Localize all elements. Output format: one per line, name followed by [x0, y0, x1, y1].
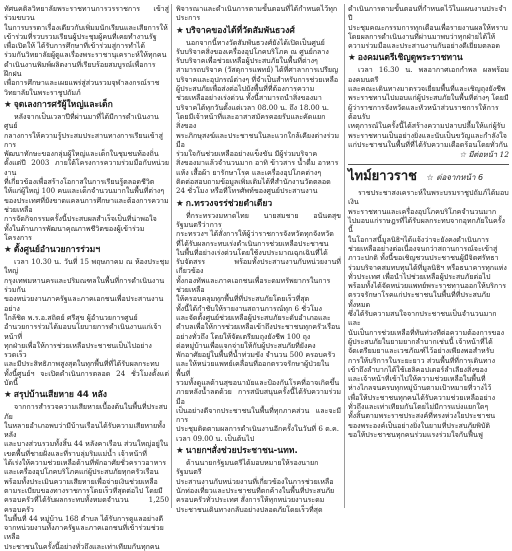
text-line: ด้านนายกรัฐมนตรีได้มอบหมายให้รองนายกรัฐมนตรี [176, 458, 319, 477]
text-line: พระภิกษุสงฆ์และประชาชนในละแวกใกล้เคียงต่างร่วมมือ [176, 130, 340, 149]
text-line: ร่วมกันวิทยาลัยผู้ดูแลเรื่องพระราชานุเคราะห์ให้ทุกคน [4, 50, 167, 60]
star-bullet-icon: ★ [176, 25, 184, 36]
text-line: ในพื้นที่อย่างเร่งด่วนโดยใช้งบประมาณฉุกเฉินที่ได้ [176, 247, 328, 257]
article-body [348, 188, 509, 439]
text-line: จากการสำรวจความเสียหายเบื้องต้นในพื้นที่ประสบภัย [4, 402, 168, 421]
text-line: ครอบครัวที่ได้รับผลกระทบทั้งหมดจำนวน 1,250 ครอบครัว [4, 495, 169, 514]
section-heading: ★ นายกฯสั่งช่วยประชาชน-นทท. [176, 446, 298, 457]
section-body [4, 257, 169, 387]
text-line: ไปมอบแก่ราษฎรที่ได้รับผลกระทบจากอุทกภัยในครั้งนี้ [348, 216, 506, 235]
text-line: รับจัดสรร พร้อมทั้งประสานงานกับหน่วยงานที่เกี่ยวข้อง [176, 257, 341, 276]
text-line: นอกจากนี้ทางวัดสัมพันธวงศ์ยังได้เปิดเป็นศูนย์ [186, 37, 325, 47]
text-line: โดยมีเจ้าหน้าที่และอาสาสมัครคอยรับและคัดแยกสิ่งของ [176, 111, 326, 131]
text-line: อำนวยการร่วมได้มอบนโยบายการดำเนินงานแก่เจ้าหน้าที่ [4, 322, 162, 341]
text-line: พระราชทานไปมอบแก่ผู้ประสบภัยในพื้นที่ต่างๆ โดยมี [348, 93, 509, 103]
continued-note: ☆ มีต่อหน้า 12 [459, 150, 509, 160]
text-line: อย่างทั่วถึง โดยให้จัดเตรียมถุงยังชีพ 100 ถุง [176, 331, 311, 341]
text-line: เขตพื้นที่ชายฝั่งและที่ราบลุ่มริมแม่น้ำ เจ้าหน้าที่ [4, 448, 147, 458]
text-line: ช่วยเหลืออย่างต่อเนื่องจนกว่าสถานการณ์จะเข้าสู่ [348, 243, 498, 253]
text-line: ให้แก่ผู้ใหญ่ 100 คนและเด็กจำนวนมากในพื้นที่ต่างๆ [4, 186, 165, 196]
text-line: ทั้งนี้ได้กำชับให้รายงานสถานการณ์ทุก 6 ชั่วโมง [176, 303, 323, 313]
text-line: ประชุมติดตามผลการดำเนินงานอีกครั้งในวันที่ 6 ต.ค. [176, 424, 339, 434]
text-line: พัฒนาทักษะของกลุ่มผู้ใหญ่และเด็กในชุมชนท้องถิ่น [4, 149, 159, 159]
star-outline-icon: ☆ [426, 173, 434, 183]
text-line: เข้าร่วมที่รวบรวมเรียนผู้ประชุมผู้คนที่เคยทำงานรัฐ [4, 31, 157, 41]
star-bullet-icon: ★ [4, 390, 12, 401]
text-line: พร้อมทั้งประเมินความเสียหายเพื่อจ่ายเงินช่วยเหลือ [4, 476, 158, 486]
text-line: พักอาศัยอยู่ในพื้นที่น้ำท่วมขัง จำนวน 500 ครอบครัว [176, 350, 336, 360]
text-line: โดยผลการดำเนินงานที่ผ่านมาพบว่าทุกฝ่ายได้ให้ [348, 31, 496, 41]
text-line: การจัดกิจกรรมครั้งนี้ประสบผลสำเร็จเป็นที่น่าพอใจ [4, 214, 157, 224]
text-line: เป็นอย่างดีจากประชาชนในพื้นที่ทุกภาคส่วน และจะมีการ [176, 405, 341, 425]
section-body [348, 65, 509, 149]
section-body [176, 38, 341, 196]
text-line: ตรวจรักษาโรคแก่ประชาชนในพื้นที่ที่ประสบภัยทั้งหมด [348, 290, 491, 309]
intro-paragraph [4, 4, 169, 97]
text-line: ประชุมคณะกรรมการทุกเดือนเพื่อรายงานผลให้ทราบ [348, 22, 508, 32]
text-line: ช่วยเหลืออย่างเร่งด่วน ทั้งนี้สามารถนำสิ่งของมา [176, 93, 322, 103]
text-line: ทัศนคติลวิทยาลัยพระราชทานการวรราชการ เข้าสู่ร่วมขบวน [4, 4, 169, 23]
text-line: ผู้ประสบภัยเพื่อส่งต่อไปยังพื้นที่ที่ต้องการความ [176, 84, 315, 94]
intro-paragraph [176, 4, 341, 23]
text-line: และเครื่องอุปโภคบริโภคแก่ผู้ประสบภัยทุกครัวเรือน [4, 467, 159, 477]
text-line: ที่เกี่ยวข้องเพื่อสร้างโอกาสในการเรียนรู้ตลอดชีวิต [4, 177, 155, 187]
text-line: หลังจากเป็นเวลาปีที่ผ่านมาที่ได้มีการดำเนินงานศูนย์ [4, 111, 159, 131]
text-line: ใกล้ชิด พ.ร.อ.สถิตย์ ศรีสุข ผู้อำนวยการศูนย์ [4, 312, 138, 322]
text-line: ภายหลังน้ำลดด้วย การสนับสนุนครั้งนี้ได้รับความร่วมมือ [176, 387, 341, 406]
text-line: ประชาชนเดินทางกลับอย่างปลอดภัยโดยเร็วที่สุด [176, 504, 323, 514]
column-middle [176, 4, 341, 514]
text-line: แก่ประชาชนในพื้นที่ที่ได้รับความเดือดร้อนโดยทั่วกัน [348, 139, 508, 149]
text-line: และมีประสิทธิภาพสูงสุดในทุกพื้นที่ที่ได้รับผลกระทบ [4, 359, 160, 369]
text-line: นักท่องเที่ยวและประชาชนที่ตกค้างในพื้นที่ประสบภัย [176, 485, 335, 495]
text-line: ทั้งนี้ศูนย์ฯ จะเปิดดำเนินการตลอด 24 ชั่วโมงตั้งแต่บัดนี้ [4, 368, 169, 387]
text-line: ทั่วถึงและเท่าเทียมกันโดยไม่มีการแบ่งแยกใดๆ [348, 401, 489, 411]
text-line: และให้หน่วยแพทย์เคลื่อนที่ออกตรวจรักษาผู้ป่วยในพื้นที่ [176, 359, 330, 378]
text-line: เวลา 09.00 น. เป็นต้นไป [176, 433, 255, 443]
text-line: เพื่อให้ประชาชนทุกคนได้รับความช่วยเหลืออย่าง [348, 392, 496, 402]
text-line: พร้อมทั้งได้จัดหน่วยแพทย์พระราชทานออกให้บริการ [348, 281, 507, 291]
text-line: รวมทั้งดูแลด้านสุขอนามัยและป้องกันโรคที่อาจเกิดขึ้น [176, 377, 340, 387]
text-line: กรุงเทพมหานครและปริมณฑลในพื้นที่การดำเนินงานร่วมกัน [4, 275, 165, 295]
text-line: บริจาคได้ทุกวันตั้งแต่เวลา 08.00 น. ถึง 18.00 น. [176, 102, 330, 112]
star-bullet-icon: ★ [176, 446, 184, 457]
section-divider [348, 164, 509, 165]
text-line: ของประเทศที่ยังขาดแคลนการศึกษาและต้องการความช่วยเหลือ [4, 195, 169, 214]
text-line: ในการบรรดาเรื่องเดียวกับเพิ่มมนักเรียนและเสียการให้ [4, 22, 168, 32]
article-headline: ไทม์ยาวราช ☆ ต่อจากหน้า 6 [348, 169, 484, 185]
text-line: ทั้งกองทัพและภาคเอกชนเพื่อระดมทรัพยากรในการช่วยเหลือ [176, 275, 331, 295]
text-line: ห่างไกลจนครบทุกหมู่บ้านตามเป้าหมายที่วางไว้ [348, 383, 492, 393]
text-line: ร่วมบริจาคสมทบทุนได้ที่มูลนิธิฯ หรือธนาคารทุกแห่ง [348, 262, 507, 272]
star-bullet-icon: ★ [176, 198, 184, 209]
text-line: ดำเนินงานพิมพ์ผลิตงานที่เรียบร้อยสมบูรณ์เพื่อการฝึกฝน [4, 59, 156, 79]
text-line: จัดเตรียมยาและเวชภัณฑ์ไว้อย่างเพียงพอสำหรับ [348, 346, 495, 356]
intro-paragraph [348, 4, 509, 50]
text-line: และคณะเดินทางมาตรวจเยี่ยมพื้นที่และเชิญถุงยังชีพ [348, 84, 506, 94]
continued-from-note: ☆ ต่อจากหน้า 6 [426, 173, 484, 183]
text-line: ประสานงานกับหน่วยงานที่เกี่ยวข้องในการช่วยเหลือ [176, 476, 334, 486]
text-line: เพื่อการศึกษาและเผยแพร่สู่ส่วนรวมจุฬาลงกรณ์ราชวิทยาลัยในพระราชูปถัมภ์ [4, 78, 160, 97]
column-right [348, 4, 509, 510]
text-line: รับบริจาคสิ่งของเครื่องอุปโภคบริโภค ณ ศูนย์กลาง [176, 46, 329, 56]
text-line: ที่กระทรวงมหาดไทย นายสมชาย อนันตสุข รัฐมนตรีว่าการ [176, 210, 341, 229]
text-line: ผู้ประสบภัยในยามยากลำบากเช่นนี้ เจ้าหน้าที่ได้ [348, 336, 493, 346]
text-line: ที่ได้รับผลกระทบเร่งดำเนินการช่วยเหลือประชาชน [176, 238, 329, 248]
text-line: ทั่วประเทศ เพื่อนำไปช่วยเหลือผู้ประสบภัยต่อไป [348, 271, 491, 281]
text-line: ซึ่งได้รับความสนใจจากประชาชนเป็นจำนวนมากและ [348, 309, 497, 328]
text-line: ทุกฝ่ายเพื่อให้การช่วยเหลือประชาชนเป็นไปอย่างรวดเร็ว [4, 340, 152, 360]
text-line: ของหน่วยงานภาครัฐและภาคเอกชนเพื่อประสานงานอย่าง [4, 294, 164, 313]
text-line: เหตุการณ์ในครั้งนี้ได้สร้างความปลาบปลื้มให้แก่ผู้รับ [348, 121, 506, 131]
text-line: ต่อหมู่บ้านเพื่อแจกจ่ายให้กับผู้ประสบภัยที่ยังคง [176, 340, 316, 350]
text-line: ผู้ว่าราชการจังหวัดและหัวหน้าส่วนราชการให้การต้อนรับ [348, 102, 499, 121]
text-line: ได้เร่งให้ความช่วยเหลือด้านที่พักอาศัยชั่วคราวอาหาร [4, 458, 167, 468]
star-bullet-icon: ★ [348, 53, 356, 64]
text-line: จากหน่วยงานทั้งภาครัฐและภาคเอกชนที่เข้าร่วมช่วยเหลือ [4, 523, 164, 542]
text-line: ในโอกาสนี้มูลนิธิฯได้แจ้งว่าจะยังคงดำเนินการ [348, 234, 489, 244]
text-line: และบางส่วนรวมทั้งสิ้น 44 หลังคาเรือน ส่วนใหญ่อยู่ใน [4, 439, 169, 449]
text-line: สิ่งของมาแล้วจำนวนมาก อาทิ ข้าวสาร น้ำดื่ม อาหาร [176, 158, 339, 168]
section-body [176, 211, 341, 443]
column-divider [344, 4, 345, 508]
text-line: ทั้งในด้านการพัฒนาคุณภาพชีวิตของผู้เข้าร่วมโครงการ [4, 223, 145, 242]
text-line: นับเป็นการช่วยเหลือที่ทันท่วงทีต่อความต้องการของ [348, 327, 505, 337]
star-bullet-icon: ★ [4, 99, 12, 110]
text-line: การให้บริการในระยะยาว ส่วนพื้นที่ที่การเดินทาง [348, 355, 496, 365]
text-line: เพื่อเปิดให้ ได้รับการศึกษาที่เข้าร่วมสู่การทำได้ [4, 41, 145, 51]
text-line: ราชประชาสงเคราะห์ในพระบรมราชูปถัมภ์ได้มอบเงิน [348, 188, 509, 207]
text-line: บริจาคและอุปกรณ์ต่างๆ ที่จำเป็นสำหรับการช่วยเหลือ [176, 74, 339, 84]
text-line: พระราชทานและเครื่องอุปโภคบริโภคจำนวนมาก [348, 206, 497, 216]
text-line: พิจารณาและดำเนินการตามขั้นตอนที่ได้กำหนดไว้ทุกประการ [176, 4, 338, 23]
text-line: ดำเนินการตามขั้นตอนที่กำหนดไว้ในแผนงานประจำปี [348, 4, 507, 23]
section-heading: ★ บริจาคของได้ที่วัดสัมพันธวงศ์ [176, 25, 295, 36]
text-line: แห้ง เสื้อผ้า ยารักษาโรค และเครื่องอุปโภคต่างๆ [176, 167, 322, 177]
text-line: ให้ครอบคลุมทุกพื้นที่ที่ประสบภัยโดยเร็วที่สุด [176, 294, 310, 304]
text-line: ความร่วมมือและประสานงานกันอย่างดีเยี่ยมตลอด [348, 41, 500, 51]
text-line: เข้าถึงลำบากได้ใช้เฮลิคอปเตอร์ลำเลียงสิ่งของ [348, 364, 488, 374]
section-heading: ★ ตั้งศูนย์อำนวยการร่วมฯ [4, 245, 101, 256]
section-heading: ★ ก.ทรวงจรร่ช่วยดำเดียว [176, 198, 273, 209]
text-line: ทั้งสิ้นตามพระราชประสงค์ที่ทรงห่วงใยประชาชน [348, 411, 496, 421]
text-line: ติดต่อสอบถามข้อมูลเพิ่มเติมได้ที่สำนักงานวัดตลอด [176, 177, 331, 187]
text-line: ในหลายอำเภอพบว่ามีบ้านเรือนได้รับความเสียหายทั้งหลัง [4, 420, 166, 440]
text-line: ตำบลเพื่อให้การช่วยเหลือเข้าถึงประชาชนทุกครัวเรือน [176, 322, 341, 332]
text-line: กลางการให้ความรู้ประสมประสานทางการเรียนเข้าสู่การ [4, 130, 163, 149]
text-line: ครอบครัวทั่วประเทศ สั่งการให้ทุกหน่วยงานระดม [176, 495, 325, 505]
text-line: 24 ชั่วโมง หรือที่โทรศัพท์ของศูนย์ประสานงาน [176, 186, 318, 196]
section-heading: ★ องคมนตรีเชิญดูพระราชทาน [348, 53, 463, 64]
section-body [176, 458, 341, 514]
text-line: เวลา 10.30 น. วันที่ 15 พฤษภาคม ณ ห้องประชุมใหญ่ [4, 257, 169, 276]
text-line: ประชาชนในครั้งนี้อย่างทั่วถึงและเท่าเทียมกันทุกคน [4, 541, 160, 551]
text-line: ของพระองค์เป็นอย่างยิ่งในยามที่ประสบภัยพิบัติ [348, 420, 490, 430]
text-line: ขอให้ประชาชนทุกคนร่วมแรงร่วมใจกันฟื้นฟู [348, 429, 483, 439]
section-heading: ★ จุดเลงการศรัผู้ใหญ่และเด็ก [4, 99, 113, 110]
text-line: ร่วมใจกันช่วยเหลืออย่างแข็งขัน มีผู้ร่วมบริจาค [176, 149, 318, 159]
text-line: ในพื้นที่ 44 หมู่บ้าน 168 ตำบล ได้รับการดูแลอย่างดี [4, 513, 164, 523]
text-line: สามารถบริจาค (วัสดุการแพทย์) ได้ที่ศาลาการเปรียญ [176, 65, 339, 75]
text-line: ภาวะปกติ ทั้งนี้ขอเชิญชวนประชาชนผู้มีจิตศรัทธา [348, 253, 499, 263]
text-line: ตั้งแต่ปี 2003 ภายใต้โครงการความร่วมมือกับหน่วยงาน [4, 158, 169, 177]
text-line: ตามระเบียบของทางราชการโดยเร็วที่สุดต่อไป โดยมี [4, 485, 163, 495]
section-body [4, 112, 169, 242]
text-line: และเจ้าหน้าที่เข้าไปให้ความช่วยเหลือในพื้นที่ [348, 374, 486, 384]
section-heading: ★ สรุปบ้านเสียหาย 44 หลัง [4, 390, 108, 401]
star-outline-icon: ☆ [459, 150, 467, 160]
text-line: กระทรวงฯ ได้สั่งการให้ผู้ว่าราชการจังหวัดทุกจังหวัด [176, 229, 334, 239]
text-line: รับบริจาคเพื่อช่วยเหลือผู้ประสบภัยในพื้นที่ต่างๆ [176, 56, 318, 66]
column-left [4, 4, 169, 551]
star-bullet-icon: ★ [4, 245, 12, 256]
column-divider [171, 4, 172, 508]
text-line: และจัดตั้งศูนย์ช่วยเหลือผู้ประสบภัยระดับอำเภอและ [176, 312, 331, 322]
text-line: พระราชทานเป็นอย่างยิ่งและนับเป็นขวัญและกำลังใจ [348, 130, 507, 140]
section-body [4, 402, 169, 551]
text-line: เวลา 16.30 น. พลอากาศเอกกำพล ผลพร้อม องคมนตรี [348, 65, 509, 84]
